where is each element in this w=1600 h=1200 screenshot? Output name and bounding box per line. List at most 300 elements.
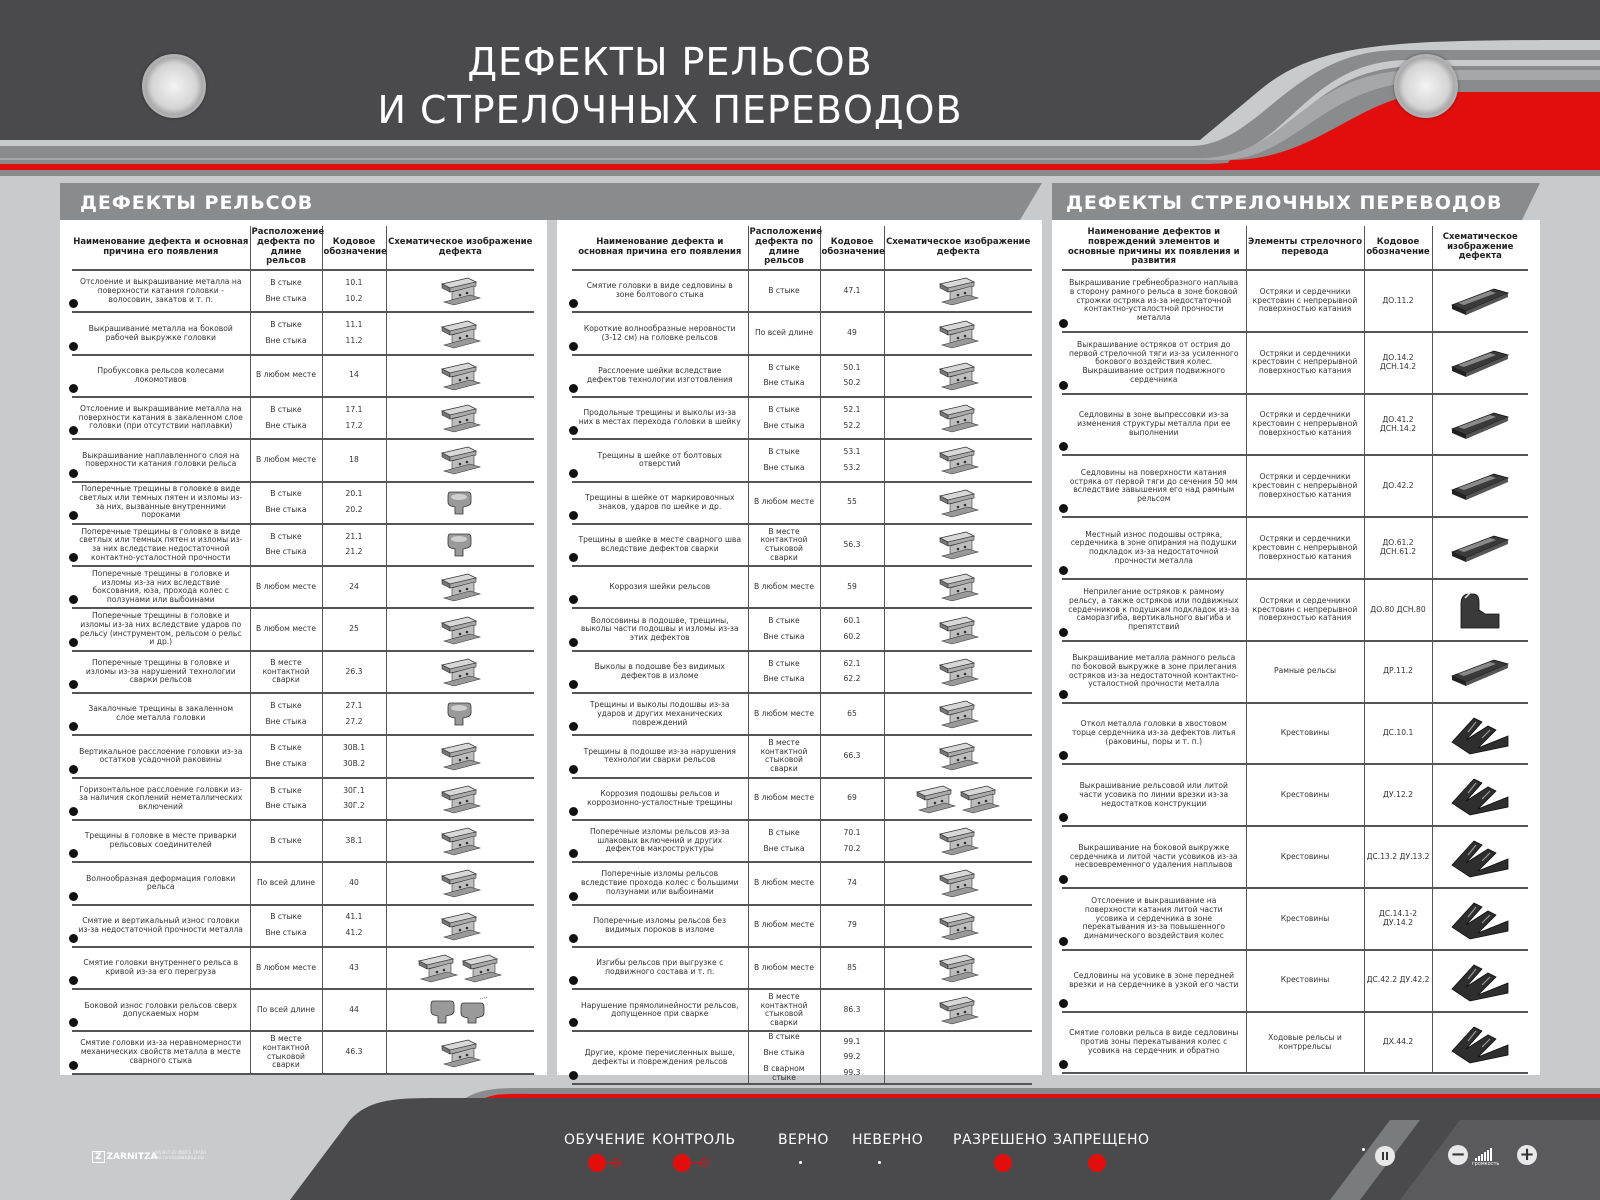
defect-image-cell bbox=[884, 651, 1032, 693]
row-bullet bbox=[69, 426, 78, 435]
defect-code: 30Г.2 bbox=[343, 801, 365, 811]
defect-schematic-icon bbox=[1448, 897, 1512, 941]
defect-location-cell bbox=[748, 778, 820, 820]
defect-location-cell bbox=[748, 439, 820, 481]
defect-location-cell bbox=[748, 1031, 820, 1084]
defect-code: 38.1 bbox=[345, 835, 363, 845]
defect-schematic-icon bbox=[438, 911, 482, 941]
switch-defect-row bbox=[1062, 641, 1528, 703]
switch-element-cell bbox=[1246, 455, 1364, 517]
defect-name-cell bbox=[1062, 703, 1246, 765]
defect-schematic-icon bbox=[447, 699, 473, 729]
row-bullet bbox=[569, 384, 578, 393]
defect-name: Выкрашивание рельсовой или литой части усовика по линии врезки из-за недостатков конструкции bbox=[1079, 781, 1229, 808]
defect-name-cell bbox=[1062, 579, 1246, 641]
row-bullet bbox=[1059, 690, 1068, 699]
defect-location: Вне стыка bbox=[763, 1048, 805, 1058]
defect-row bbox=[572, 989, 1032, 1031]
defect-image-cell bbox=[884, 270, 1032, 312]
logo-contact-info: (495)937-47-50 www.zarnitza.ru bbox=[152, 1150, 185, 1161]
col-header-elements: Элементы стрелочного перевода bbox=[1246, 226, 1364, 270]
defect-code: 52.2 bbox=[843, 420, 861, 430]
switch-element: Крестовины bbox=[1280, 913, 1330, 923]
defect-location: В стыке bbox=[768, 404, 800, 414]
defect-row bbox=[72, 862, 534, 904]
defect-code: 10.1 bbox=[345, 277, 363, 287]
switch-element-cell bbox=[1246, 641, 1364, 703]
defect-code: 66.3 bbox=[843, 751, 861, 761]
defect-location-cell bbox=[748, 524, 820, 566]
defect-schematic-icon bbox=[936, 276, 980, 306]
defect-code: 65 bbox=[847, 708, 857, 718]
switch-defect-row bbox=[1062, 579, 1528, 641]
defect-name: Поперечные изломы рельсов без видимых пороков в изломе bbox=[593, 915, 727, 934]
volume-down-button[interactable]: − bbox=[1448, 1145, 1468, 1165]
defect-schematic-icon bbox=[1450, 468, 1510, 504]
row-bullet bbox=[69, 469, 78, 478]
switch-element: Крестовины bbox=[1280, 851, 1330, 861]
control-indicator-button[interactable] bbox=[673, 1154, 691, 1172]
defect-location: В стыке bbox=[768, 1032, 800, 1042]
defect-code: ДО.11.2 bbox=[1382, 295, 1414, 305]
defect-row bbox=[572, 947, 1032, 989]
defect-name-cell bbox=[1062, 888, 1246, 950]
defect-location: Вне стыка bbox=[265, 547, 307, 557]
small-marker-dot bbox=[1362, 1148, 1365, 1151]
defect-location-cell bbox=[748, 270, 820, 312]
defect-location: Вне стыка bbox=[763, 632, 805, 642]
defect-name: Откол металла головки в хвостовом торце сердечника из-за дефектов литья (раковины, поры и т. п.) bbox=[1072, 719, 1236, 746]
row-bullet bbox=[69, 1061, 78, 1070]
defect-name: Трещины в шейке от маркировочных знаков, ударов по шейке и др. bbox=[585, 492, 735, 511]
defect-location: В стыке bbox=[270, 404, 302, 414]
rails-section-title: ДЕФЕКТЫ РЕЛЬСОВ bbox=[80, 192, 314, 214]
defect-location: В любом месте bbox=[255, 455, 316, 465]
defect-code-cell bbox=[322, 735, 386, 777]
defect-schematic-icon bbox=[438, 826, 482, 856]
defect-schematic-icon bbox=[936, 488, 980, 518]
defect-name-cell bbox=[572, 820, 748, 862]
defect-location-cell bbox=[748, 693, 820, 735]
defect-schematic-icon bbox=[1448, 959, 1512, 1003]
defect-location: В любом месте bbox=[255, 581, 316, 591]
defect-location: В стыке bbox=[768, 285, 800, 295]
defect-name: Выкрашивание остряков от острия до первой стрелочной тяги из-за усиленного бокового воздействия колес. Выкрашивание острия подвижного сердечника bbox=[1069, 339, 1239, 384]
row-bullet bbox=[569, 765, 578, 774]
defect-image-cell bbox=[1432, 950, 1528, 1012]
correct-indicator bbox=[799, 1161, 802, 1164]
defect-location: В любом месте bbox=[255, 624, 316, 634]
logo-rights-info: © ВСЕ ПРАВА ЗАЩИЩЕНЫ bbox=[178, 1150, 207, 1161]
switch-defect-row bbox=[1062, 888, 1528, 950]
col-header-code: Кодовое обозначение bbox=[820, 226, 884, 270]
defect-image-cell bbox=[1432, 1012, 1528, 1074]
defect-location: В стыке bbox=[270, 912, 302, 922]
row-bullet bbox=[569, 680, 578, 689]
defect-name-cell bbox=[572, 989, 748, 1031]
row-bullet bbox=[569, 849, 578, 858]
defect-name-cell bbox=[72, 989, 250, 1031]
defect-code: 53.1 bbox=[843, 447, 861, 457]
defect-name: Коррозия шейки рельсов bbox=[609, 581, 711, 591]
defect-image-cell bbox=[884, 693, 1032, 735]
defect-name: Смятие и вертикальный износ головки из-за недостаточной прочности металла bbox=[78, 915, 243, 934]
defect-name: Отслоение и выкрашивание на поверхности катания литой части усовика и сердечника в зоне перекатывания из-за повышенного динамического воздействия колес bbox=[1082, 896, 1226, 940]
defect-image-cell bbox=[386, 397, 534, 439]
defect-name: Другие, кроме перечисленных выше, дефекты и повреждения рельсов bbox=[584, 1048, 735, 1066]
defect-row bbox=[572, 778, 1032, 820]
defect-image-cell bbox=[1432, 455, 1528, 517]
col-header-location: Расположение дефекта по длине рельсов bbox=[748, 226, 820, 270]
switch-section-title: ДЕФЕКТЫ СТРЕЛОЧНЫХ ПЕРЕВОДОВ bbox=[1066, 192, 1503, 214]
defect-name-cell bbox=[72, 693, 250, 735]
defect-code: 43 bbox=[349, 962, 359, 972]
switch-defect-row bbox=[1062, 394, 1528, 456]
defect-image-cell bbox=[884, 566, 1032, 608]
defect-location: В месте контактной стыковой сварки bbox=[760, 991, 808, 1027]
defect-location-cell bbox=[250, 439, 322, 481]
defect-location: В стыке bbox=[270, 489, 302, 499]
defect-location: В любом месте bbox=[753, 581, 814, 591]
defect-code: 41.1 bbox=[345, 912, 363, 922]
defect-location: В любом месте bbox=[753, 793, 814, 803]
defect-code-cell bbox=[322, 524, 386, 566]
defect-location-cell bbox=[250, 566, 322, 608]
defect-row bbox=[572, 524, 1032, 566]
defect-row bbox=[572, 608, 1032, 650]
defect-image-cell bbox=[1432, 888, 1528, 950]
defect-code: ДХ.44.2 bbox=[1382, 1037, 1414, 1047]
defect-name: Поперечные трещины в головке и изломы из-за них вследствие боксования, юза, прохода колес с ползунами или выбоинами bbox=[91, 568, 230, 604]
defect-schematic-icon bbox=[438, 572, 482, 602]
defect-image-cell bbox=[884, 905, 1032, 947]
defect-row bbox=[72, 989, 534, 1031]
defect-code: 50.2 bbox=[843, 378, 861, 388]
defect-row bbox=[72, 355, 534, 397]
defect-code: 62.1 bbox=[843, 658, 861, 668]
switch-element: Ходовые рельсы и контррельсы bbox=[1268, 1032, 1342, 1051]
row-bullet bbox=[569, 299, 578, 308]
defect-image-cell bbox=[884, 397, 1032, 439]
status-allowed-label: РАЗРЕШЕНО bbox=[953, 1132, 1048, 1148]
row-bullet bbox=[1059, 566, 1068, 575]
defect-code-cell bbox=[820, 693, 884, 735]
defect-image-cell bbox=[884, 989, 1032, 1031]
switch-element-cell bbox=[1246, 888, 1364, 950]
defect-code-cell bbox=[1364, 455, 1432, 517]
defect-location-cell bbox=[748, 312, 820, 354]
defect-schematic-icon bbox=[936, 445, 980, 475]
defect-name-cell bbox=[572, 905, 748, 947]
defect-name-cell bbox=[72, 312, 250, 354]
defect-image-cell bbox=[386, 608, 534, 650]
defect-name: Расслоение шейки вследствие дефектов технологии изготовления bbox=[586, 366, 733, 384]
defect-image-cell bbox=[386, 862, 534, 904]
defect-location-cell bbox=[250, 735, 322, 777]
defect-name: Седловины на усовике в зоне передней врезки и на сердечнике в узкой его части bbox=[1069, 971, 1239, 989]
defect-code: 26.3 bbox=[345, 666, 363, 676]
defect-name-cell bbox=[72, 439, 250, 481]
defect-name-cell bbox=[72, 947, 250, 989]
defect-schematic-icon bbox=[936, 530, 980, 560]
defect-code-cell bbox=[1364, 1012, 1432, 1074]
row-bullet bbox=[569, 934, 578, 943]
defect-location: В любом месте bbox=[753, 962, 814, 972]
defect-code: 21.1 bbox=[345, 531, 363, 541]
switch-element: Остряки и сердечники крестовин с непрерывной поверхностью катания bbox=[1252, 410, 1358, 437]
defect-row bbox=[572, 905, 1032, 947]
defect-image-cell bbox=[386, 651, 534, 693]
defect-location-cell bbox=[748, 735, 820, 777]
defect-name: Волнообразная деформация головки рельса bbox=[86, 873, 236, 892]
volume-bars-icon bbox=[1475, 1142, 1493, 1161]
defect-location: По всей длине bbox=[256, 1004, 316, 1014]
defect-schematic-icon bbox=[438, 1038, 482, 1068]
defect-name-cell bbox=[1062, 332, 1246, 394]
defect-code-cell bbox=[820, 1031, 884, 1084]
defect-name: Поперечные изломы рельсов вследствие прохода колес с большими ползунами или выбоинами bbox=[580, 869, 739, 896]
defect-code: 27.2 bbox=[345, 716, 363, 726]
defect-location: Вне стыка bbox=[763, 420, 805, 430]
defect-location: В стыке bbox=[270, 531, 302, 541]
switch-element-cell bbox=[1246, 517, 1364, 579]
defect-name-cell bbox=[572, 312, 748, 354]
defect-name-cell bbox=[72, 566, 250, 608]
defect-code: 30Г.1 bbox=[343, 785, 365, 795]
switch-defect-row bbox=[1062, 703, 1528, 765]
defect-name-cell bbox=[72, 608, 250, 650]
defect-code-cell bbox=[322, 1031, 386, 1073]
row-bullet bbox=[569, 595, 578, 604]
defect-schematic-icon bbox=[438, 868, 482, 898]
training-indicator-ring bbox=[612, 1158, 621, 1167]
defect-code-cell bbox=[1364, 641, 1432, 703]
defect-location: Вне стыка bbox=[763, 674, 805, 684]
switch-element-cell bbox=[1246, 826, 1364, 888]
defect-location: В стыке bbox=[270, 785, 302, 795]
defect-code: 69 bbox=[847, 793, 857, 803]
defect-schematic-icon bbox=[936, 911, 980, 941]
defect-name: Трещины в шейке от болтовых отверстий bbox=[597, 450, 722, 469]
defect-image-cell bbox=[884, 862, 1032, 904]
defect-location-cell bbox=[748, 397, 820, 439]
defect-code: 44 bbox=[349, 1004, 359, 1014]
defect-schematic-icon bbox=[415, 953, 505, 983]
row-bullet bbox=[569, 553, 578, 562]
defect-name: Выкрашивание наплавленного слоя на поверхности катания головки рельса bbox=[82, 450, 240, 469]
defect-image-cell bbox=[1432, 826, 1528, 888]
row-bullet bbox=[69, 299, 78, 308]
defect-name-cell bbox=[72, 1031, 250, 1073]
defect-location-cell bbox=[250, 482, 322, 524]
switch-element-cell bbox=[1246, 1012, 1364, 1074]
defect-name: Пробуксовка рельсов колесами локомотивов bbox=[97, 366, 225, 384]
allowed-indicator-button[interactable] bbox=[994, 1154, 1012, 1172]
row-bullet bbox=[69, 976, 78, 985]
defect-code: 79 bbox=[847, 920, 857, 930]
defect-name: Трещины в подошве из-за нарушения технологии сварки рельсов bbox=[583, 746, 736, 765]
defect-schematic-icon bbox=[447, 488, 473, 518]
defect-code-cell bbox=[322, 905, 386, 947]
defect-image-cell bbox=[884, 608, 1032, 650]
defect-code-cell bbox=[820, 482, 884, 524]
defect-image-cell bbox=[884, 524, 1032, 566]
defect-code: 10.2 bbox=[345, 293, 363, 303]
switch-element-cell bbox=[1246, 764, 1364, 826]
defect-schematic-icon bbox=[438, 403, 482, 433]
switch-defect-row bbox=[1062, 1012, 1528, 1074]
defect-code: 11.1 bbox=[345, 320, 363, 330]
defect-schematic-icon bbox=[1455, 588, 1505, 632]
defect-code: 59 bbox=[847, 581, 857, 591]
defect-row bbox=[72, 735, 534, 777]
defect-code-cell bbox=[1364, 394, 1432, 456]
defect-schematic-icon bbox=[936, 953, 980, 983]
defect-image-cell bbox=[884, 947, 1032, 989]
defect-image-cell bbox=[386, 693, 534, 735]
defect-code: ДР.11.2 bbox=[1383, 666, 1413, 676]
defect-name-cell bbox=[1062, 950, 1246, 1012]
volume-up-button[interactable]: + bbox=[1517, 1145, 1537, 1165]
defect-schematic-icon bbox=[438, 784, 482, 814]
defect-code: ДО.61.2 ДСН.61.2 bbox=[1379, 538, 1417, 557]
defect-location-cell bbox=[250, 905, 322, 947]
defect-name-cell bbox=[572, 862, 748, 904]
defect-name-cell bbox=[1062, 517, 1246, 579]
defect-name: Вертикальное расслоение головки из-за остатков усадочной раковины bbox=[79, 746, 243, 765]
col-header-name: Наименование дефектов и повреждений элементов и основные причины их появления и развития bbox=[1062, 226, 1246, 270]
defect-name-cell bbox=[572, 524, 748, 566]
defect-location: В любом месте bbox=[255, 370, 316, 380]
defect-code-cell bbox=[322, 270, 386, 312]
row-bullet bbox=[1059, 751, 1068, 760]
defect-schematic-icon bbox=[936, 403, 980, 433]
pause-button[interactable] bbox=[1375, 1146, 1395, 1166]
defect-code-cell bbox=[322, 862, 386, 904]
defect-schematic-icon bbox=[1450, 530, 1510, 566]
defect-location-cell bbox=[250, 778, 322, 820]
defect-row bbox=[572, 355, 1032, 397]
defect-row bbox=[572, 693, 1032, 735]
defect-location: В стыке bbox=[768, 447, 800, 457]
row-bullet bbox=[69, 849, 78, 858]
switch-element-cell bbox=[1246, 950, 1364, 1012]
defect-code: 74 bbox=[847, 878, 857, 887]
row-bullet bbox=[69, 765, 78, 774]
defect-schematic-icon bbox=[1450, 407, 1510, 443]
switch-element: Остряки и сердечники крестовин с непрерывной поверхностью катания bbox=[1252, 534, 1358, 561]
defect-code: ДУ.12.2 bbox=[1383, 789, 1413, 799]
switch-defect-row bbox=[1062, 455, 1528, 517]
defect-name-cell bbox=[1062, 826, 1246, 888]
defect-row bbox=[572, 397, 1032, 439]
defect-code: 56.3 bbox=[843, 539, 861, 549]
defect-code: 40 bbox=[349, 878, 359, 887]
defect-code: 30В.1 bbox=[342, 743, 366, 753]
defect-row bbox=[72, 1031, 534, 1073]
defect-code-cell bbox=[820, 355, 884, 397]
defect-image-cell bbox=[386, 312, 534, 354]
defect-code-cell bbox=[322, 778, 386, 820]
defect-location: В месте контактной сварки bbox=[262, 657, 310, 685]
defect-image-cell bbox=[884, 355, 1032, 397]
row-bullet bbox=[69, 892, 78, 901]
defect-row bbox=[72, 312, 534, 354]
defect-row bbox=[572, 1031, 1032, 1084]
defect-location-cell bbox=[250, 862, 322, 904]
defect-image-cell bbox=[386, 735, 534, 777]
defect-image-cell bbox=[884, 778, 1032, 820]
defect-image-cell bbox=[1432, 641, 1528, 703]
col-header-image: Схематическое изображение дефекта bbox=[388, 236, 533, 257]
defect-location: В месте контактной стыковой сварки bbox=[262, 1034, 310, 1070]
defect-code-cell bbox=[1364, 826, 1432, 888]
switch-element-cell bbox=[1246, 703, 1364, 765]
row-bullet bbox=[569, 1018, 578, 1027]
defect-code-cell bbox=[820, 270, 884, 312]
switch-element: Крестовины bbox=[1280, 728, 1330, 738]
defect-row bbox=[572, 482, 1032, 524]
defect-code: 25 bbox=[349, 624, 359, 634]
defect-code-cell bbox=[820, 651, 884, 693]
defect-code: 46.3 bbox=[345, 1047, 363, 1057]
defect-schematic-icon bbox=[438, 319, 482, 349]
row-bullet bbox=[69, 342, 78, 351]
defect-name: Седловины в зоне выпрессовки из-за изменения структуры металла при ее выполнении bbox=[1077, 410, 1231, 437]
defect-code: 17.1 bbox=[345, 404, 363, 414]
defect-code-cell bbox=[322, 397, 386, 439]
defect-code: 47.1 bbox=[843, 285, 861, 295]
col-header-code: Кодовое обозначение bbox=[322, 226, 386, 270]
defect-code: ДС.42.2 ДУ.42.2 bbox=[1366, 975, 1430, 985]
defect-code-cell bbox=[322, 820, 386, 862]
poster-title-line1: ДЕФЕКТЫ РЕЛЬСОВ bbox=[467, 40, 873, 84]
defect-schematic-icon bbox=[936, 319, 980, 349]
defect-code: 70.1 bbox=[843, 827, 861, 837]
defect-code: 27.1 bbox=[345, 700, 363, 710]
col-header-name: Наименование дефекта и основная причина его появления bbox=[72, 226, 250, 270]
row-bullet bbox=[569, 342, 578, 351]
defect-code-cell bbox=[322, 566, 386, 608]
defect-schematic-icon bbox=[936, 868, 980, 898]
defect-schematic-icon bbox=[936, 826, 980, 856]
defect-row bbox=[572, 270, 1032, 312]
row-bullet bbox=[569, 638, 578, 647]
defect-image-cell bbox=[386, 1031, 534, 1073]
defect-row bbox=[72, 439, 534, 481]
defect-name-cell bbox=[72, 651, 250, 693]
defect-name-cell bbox=[572, 608, 748, 650]
switch-element: Остряки и сердечники крестовин с непрерывной поверхностью катания bbox=[1252, 348, 1358, 376]
defect-image-cell bbox=[386, 270, 534, 312]
defect-code: 50.1 bbox=[843, 362, 861, 372]
defect-code-cell bbox=[322, 693, 386, 735]
training-indicator-button[interactable] bbox=[588, 1154, 606, 1172]
forbidden-indicator-button[interactable] bbox=[1088, 1154, 1106, 1172]
defect-name-cell bbox=[72, 355, 250, 397]
defect-location: Вне стыка bbox=[265, 801, 307, 811]
defect-location: В стыке bbox=[270, 320, 302, 330]
defect-image-cell bbox=[1432, 764, 1528, 826]
defect-code: 99.3 bbox=[843, 1068, 861, 1078]
row-bullet bbox=[569, 1071, 578, 1080]
defect-location-cell bbox=[250, 524, 322, 566]
row-bullet bbox=[1059, 628, 1068, 637]
row-bullet bbox=[69, 807, 78, 816]
defect-location: Вне стыка bbox=[265, 505, 307, 515]
defect-schematic-icon bbox=[1448, 773, 1512, 817]
defect-schematic-icon bbox=[438, 741, 482, 771]
